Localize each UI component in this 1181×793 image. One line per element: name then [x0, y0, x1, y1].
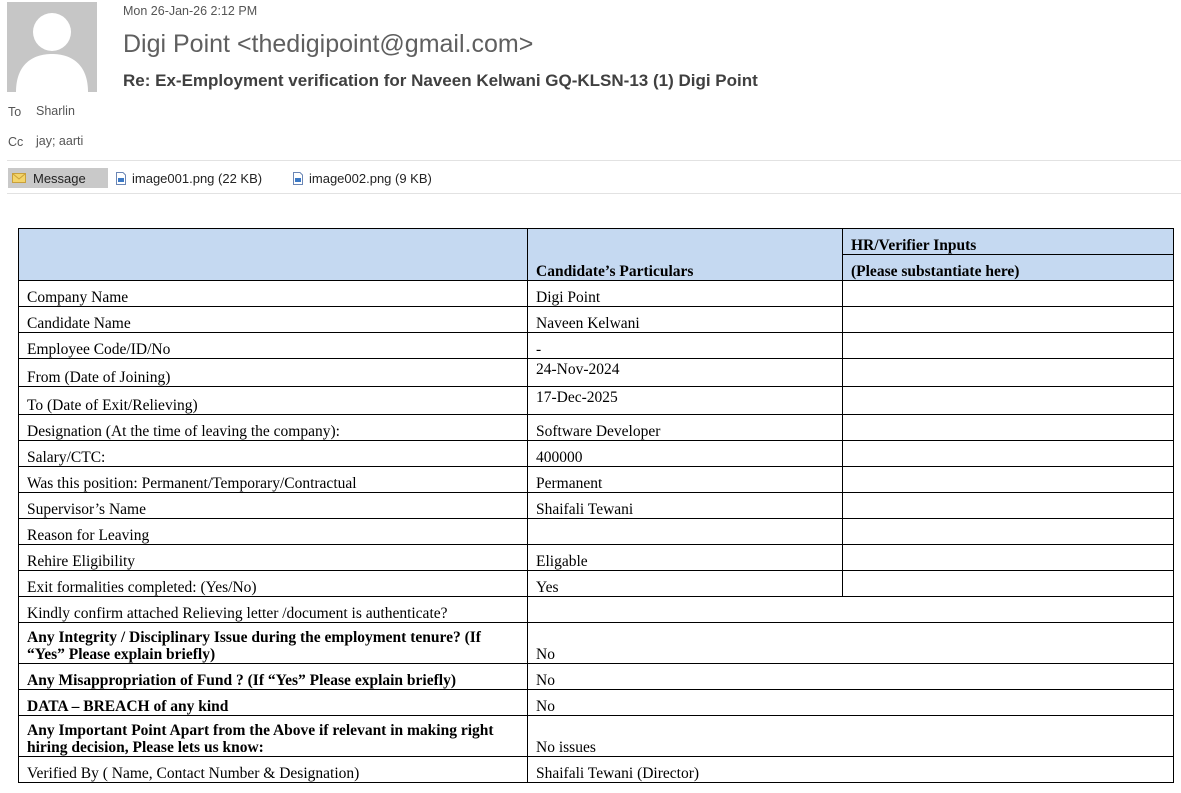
envelope-icon	[12, 173, 26, 183]
row-label: Designation (At the time of leaving the company):	[19, 415, 528, 441]
verification-table	[18, 228, 1174, 783]
email-date: Mon 26-Jan-26 2:12 PM	[123, 4, 258, 18]
attachment-bar	[8, 168, 1181, 188]
row-hr-input	[843, 359, 1174, 387]
row-label: DATA – BREACH of any kind	[19, 690, 528, 716]
row-hr-input	[843, 415, 1174, 441]
table-row	[19, 690, 1174, 716]
header-blank-cell	[19, 229, 528, 281]
row-label: Salary/CTC:	[19, 441, 528, 467]
email-subject: Re: Ex-Employment verification for Naveen Kelwani GQ-KLSN-13 (1) Digi Point	[123, 71, 758, 90]
attachment-image001[interactable]	[116, 168, 262, 188]
table-row	[19, 757, 1174, 783]
sender-avatar	[7, 2, 97, 92]
row-value: Yes	[528, 571, 843, 597]
message-tab[interactable]	[8, 168, 108, 188]
row-hr-input	[843, 333, 1174, 359]
table-row	[19, 441, 1174, 467]
table-row	[19, 623, 1174, 664]
attachment-name: image001.png (22 KB)	[132, 170, 263, 186]
attachment-image002[interactable]	[293, 168, 432, 188]
table-header-row	[19, 229, 1174, 255]
row-label: Kindly confirm attached Relieving letter /document is authenticate?	[19, 597, 528, 623]
table-row	[19, 467, 1174, 493]
table-row	[19, 664, 1174, 690]
row-hr-input	[843, 307, 1174, 333]
row-value: No	[528, 664, 1174, 690]
to-recipients[interactable]: Sharlin	[36, 104, 75, 118]
row-value: 400000	[528, 441, 843, 467]
image-file-icon	[116, 172, 126, 185]
row-value: 17-Dec-2025	[528, 387, 843, 415]
row-value: -	[528, 333, 843, 359]
email-sender[interactable]: Digi Point <thedigipoint@gmail.com>	[123, 30, 534, 58]
table-row	[19, 359, 1174, 387]
table-row	[19, 545, 1174, 571]
row-hr-input	[843, 387, 1174, 415]
row-value: Shaifali Tewani	[528, 493, 843, 519]
row-label: Exit formalities completed: (Yes/No)	[19, 571, 528, 597]
row-hr-input	[843, 467, 1174, 493]
row-value: Permanent	[528, 467, 843, 493]
table-row	[19, 597, 1174, 623]
table-row	[19, 716, 1174, 757]
row-value: No issues	[528, 716, 1174, 757]
row-value: Digi Point	[528, 281, 843, 307]
row-label: Company Name	[19, 281, 528, 307]
header-hr-title: HR/Verifier Inputs	[843, 229, 1174, 255]
row-value: No	[528, 690, 1174, 716]
row-hr-input	[843, 519, 1174, 545]
row-label: Verified By ( Name, Contact Number & Designation)	[19, 757, 528, 783]
row-value: 24-Nov-2024	[528, 359, 843, 387]
message-tab-label: Message	[33, 170, 86, 186]
row-hr-input	[843, 571, 1174, 597]
row-label: Rehire Eligibility	[19, 545, 528, 571]
row-value	[528, 597, 1174, 623]
row-value: No	[528, 623, 1174, 664]
table-row	[19, 333, 1174, 359]
row-value: Software Developer	[528, 415, 843, 441]
to-label: To	[8, 105, 22, 119]
row-label: From (Date of Joining)	[19, 359, 528, 387]
row-value: Naveen Kelwani	[528, 307, 843, 333]
cc-label: Cc	[8, 135, 24, 149]
row-label: Supervisor’s Name	[19, 493, 528, 519]
row-label: Employee Code/ID/No	[19, 333, 528, 359]
table-row	[19, 415, 1174, 441]
row-hr-input	[843, 545, 1174, 571]
row-hr-input	[843, 493, 1174, 519]
row-label: Was this position: Permanent/Temporary/Contractual	[19, 467, 528, 493]
table-row	[19, 519, 1174, 545]
header-separator	[7, 160, 1181, 161]
table-row	[19, 387, 1174, 415]
table-row	[19, 571, 1174, 597]
row-value	[528, 519, 843, 545]
row-label: Any Important Point Apart from the Above if relevant in making right hiring decision, Please lets us know:	[19, 716, 528, 757]
row-label: Reason for Leaving	[19, 519, 528, 545]
image-file-icon	[293, 172, 303, 185]
row-label: To (Date of Exit/Relieving)	[19, 387, 528, 415]
row-label: Any Misappropriation of Fund ? (If “Yes” Please explain briefly)	[19, 664, 528, 690]
table-row	[19, 493, 1174, 519]
row-label: Candidate Name	[19, 307, 528, 333]
header-particulars: Candidate’s Particulars	[528, 229, 843, 281]
attachment-name: image002.png (9 KB)	[309, 170, 432, 186]
cc-recipients[interactable]: jay; aarti	[36, 134, 84, 148]
table-row	[19, 307, 1174, 333]
row-hr-input	[843, 281, 1174, 307]
row-label: Any Integrity / Disciplinary Issue during the employment tenure? (If “Yes” Please explain briefly)	[19, 623, 528, 664]
table-row	[19, 281, 1174, 307]
row-hr-input	[843, 441, 1174, 467]
attachment-separator	[7, 193, 1181, 194]
row-value: Eligable	[528, 545, 843, 571]
default-person-icon	[7, 2, 97, 92]
header-hr-subtitle: (Please substantiate here)	[843, 255, 1174, 281]
row-value: Shaifali Tewani (Director)	[528, 757, 1174, 783]
